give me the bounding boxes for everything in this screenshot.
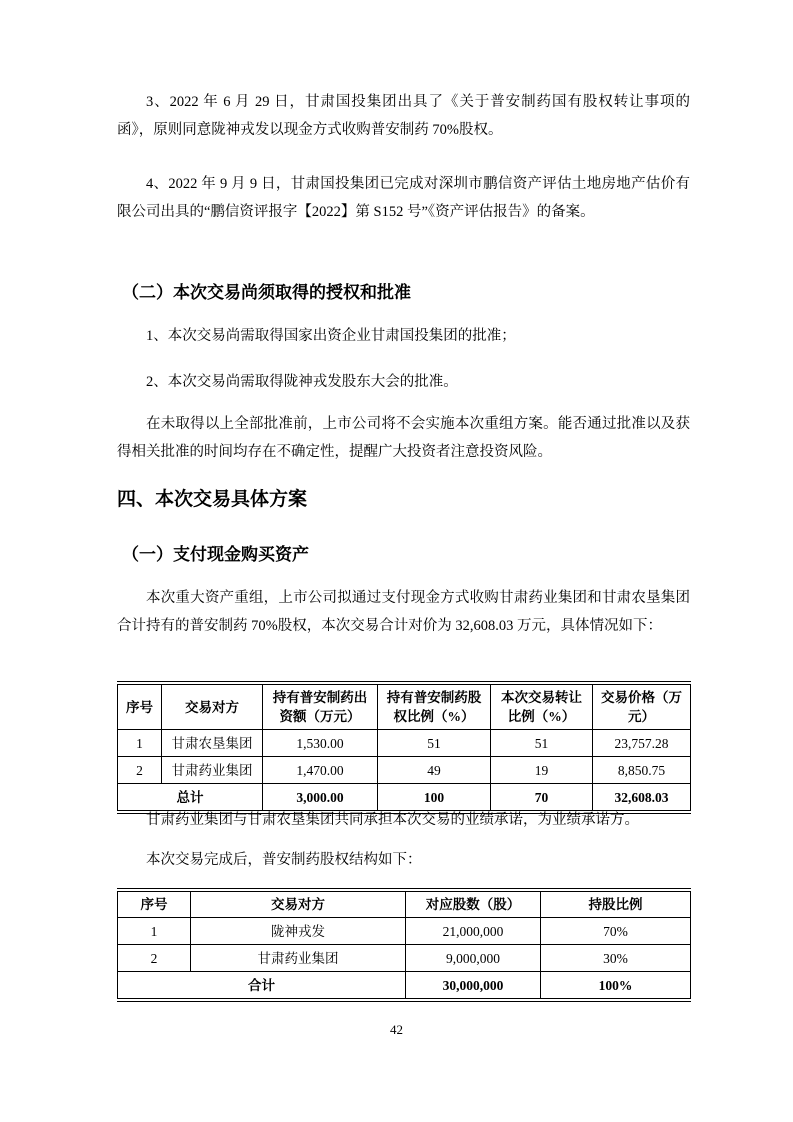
table-cell: 30,000,000 (406, 972, 541, 1001)
table-row (118, 945, 691, 972)
table-header-row (118, 683, 691, 730)
table-header-cell: 交易对方 (191, 890, 406, 918)
paragraph-plan-intro: 本次重大资产重组，上市公司拟通过支付现金方式收购甘肃药业集团和甘肃农垦集团合计持有的普安制药 70%股权，本次交易合计对价为 32,608.03 万元，具体情况如下： (117, 590, 690, 634)
shareholding-structure-table (117, 888, 691, 1002)
table-row (118, 918, 691, 945)
section-heading-cash-purchase: （一）支付现金购买资产 (122, 545, 309, 564)
table-cell: 9,000,000 (406, 945, 541, 972)
table-header-row (118, 890, 691, 918)
paragraph-structure-intro: 本次交易完成后，普安制药股权结构如下： (146, 852, 422, 868)
table-cell: 甘肃药业集团 (191, 945, 406, 972)
table-total-label: 总计 (118, 784, 263, 813)
paragraph-approval-1: 1、本次交易尚需取得国家出资企业甘肃国投集团的批准； (146, 328, 516, 344)
table-cell: 49 (378, 757, 491, 784)
page-number: 42 (390, 1022, 403, 1037)
table-header-cell: 持有普安制药股权比例（%） (378, 683, 491, 730)
table-cell: 1 (118, 730, 162, 757)
table-header-cell: 持有普安制药出资额（万元） (263, 683, 378, 730)
table-cell: 100 (378, 784, 491, 813)
table-cell: 3,000.00 (263, 784, 378, 813)
table-header-cell: 交易对方 (162, 683, 263, 730)
table-cell: 100% (541, 972, 691, 1001)
table-cell: 2 (118, 945, 191, 972)
table-header-cell: 本次交易转让比例（%） (491, 683, 593, 730)
table-cell: 19 (491, 757, 593, 784)
paragraph-item-3: 3、2022 年 6 月 29 日，甘肃国投集团出具了《关于普安制药国有股权转让事项的函》，原则同意陇神戎发以现金方式收购普安制药 70%股权。 (117, 94, 690, 138)
table-row (118, 730, 691, 757)
section-heading-plan: 四、本次交易具体方案 (117, 489, 308, 510)
table-cell: 32,608.03 (593, 784, 691, 813)
table-row (118, 757, 691, 784)
table-cell: 8,850.75 (593, 757, 691, 784)
paragraph-commitment: 甘肃药业集团与甘肃农垦集团共同承担本次交易的业绩承诺，为业绩承诺方。 (146, 812, 639, 828)
table-total-row (118, 972, 691, 1001)
table-cell: 21,000,000 (406, 918, 541, 945)
table-cell: 23,757.28 (593, 730, 691, 757)
table-total-label: 合计 (118, 972, 406, 1001)
paragraph-risk-notice: 在未取得以上全部批准前，上市公司将不会实施本次重组方案。能否通过批准以及获得相关批准的时间均存在不确定性，提醒广大投资者注意投资风险。 (117, 416, 690, 460)
table-cell: 1,530.00 (263, 730, 378, 757)
table-cell: 陇神戎发 (191, 918, 406, 945)
table-cell: 甘肃药业集团 (162, 757, 263, 784)
table-cell: 70% (541, 918, 691, 945)
section-heading-authorization: （二）本次交易尚须取得的授权和批准 (122, 283, 411, 302)
equity-purchase-table (117, 681, 691, 814)
table-cell: 51 (491, 730, 593, 757)
table-header-cell: 对应股数（股） (406, 890, 541, 918)
table-cell: 30% (541, 945, 691, 972)
table-cell: 1 (118, 918, 191, 945)
table-header-cell: 持股比例 (541, 890, 691, 918)
paragraph-approval-2: 2、本次交易尚需取得陇神戎发股东大会的批准。 (146, 374, 458, 390)
table-cell: 1,470.00 (263, 757, 378, 784)
table-cell: 甘肃农垦集团 (162, 730, 263, 757)
table-header-cell: 序号 (118, 683, 162, 730)
table-cell: 70 (491, 784, 593, 813)
table-cell: 51 (378, 730, 491, 757)
table-header-cell: 序号 (118, 890, 191, 918)
paragraph-item-4: 4、2022 年 9 月 9 日，甘肃国投集团已完成对深圳市鹏信资产评估土地房地产估价有限公司出具的“鹏信资评报字【2022】第 S152 号”《资产评估报告》的备案。 (117, 176, 690, 220)
table-cell: 2 (118, 757, 162, 784)
table-header-cell: 交易价格（万元） (593, 683, 691, 730)
